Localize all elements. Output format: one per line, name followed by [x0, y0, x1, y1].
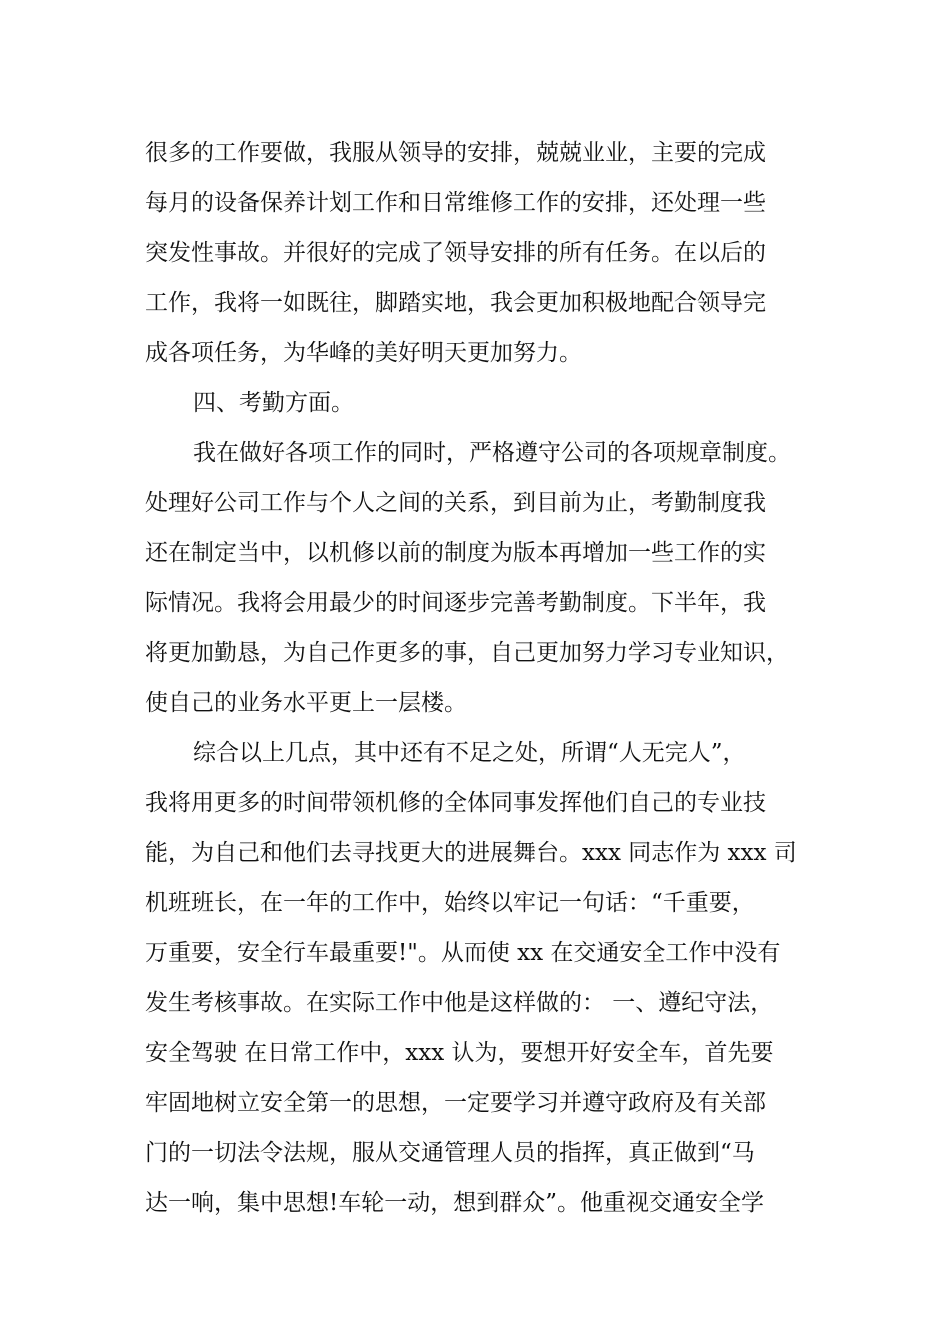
text-line: 万重要，安全行车最重要!"。从而使 xx 在交通安全工作中没有	[145, 940, 781, 966]
text-line: 际情况。我将会用最少的时间逐步完善考勤制度。下半年，我	[145, 590, 766, 616]
text-line: 我将用更多的时间带领机修的全体同事发挥他们自己的专业技	[145, 790, 766, 816]
text-line: 成各项任务，为华峰的美好明天更加努力。	[145, 340, 582, 366]
text-line: 每月的设备保养计划工作和日常维修工作的安排，还处理一些	[145, 190, 766, 216]
paragraph-start: 综合以上几点，其中还有不足之处，所谓“人无完人”，	[193, 740, 746, 766]
paragraph-start: 我在做好各项工作的同时，严格遵守公司的各项规章制度。	[193, 440, 791, 466]
text-line: 机班班长，在一年的工作中，始终以牢记一句话：“千重要，	[145, 890, 755, 916]
text-line: 使自己的业务水平更上一层楼。	[145, 690, 467, 716]
text-line: 工作，我将一如既往，脚踏实地，我会更加积极地配合领导完	[145, 290, 766, 316]
text-line: 很多的工作要做，我服从领导的安排，兢兢业业，主要的完成	[145, 140, 766, 166]
text-line: 能，为自己和他们去寻找更大的进展舞台。xxx 同志作为 xxx 司	[145, 840, 797, 866]
text-line: 将更加勤恳，为自己作更多的事，自己更加努力学习专业知识，	[145, 640, 789, 666]
text-line: 门的一切法令法规，服从交通管理人员的指挥，真正做到“马	[145, 1140, 755, 1166]
text-line: 安全驾驶 在日常工作中，xxx 认为，要想开好安全车，首先要	[145, 1040, 774, 1066]
text-line: 达一响，集中思想!车轮一动，想到群众”。他重视交通安全学	[145, 1190, 765, 1216]
section-heading: 四、考勤方面。	[193, 390, 354, 416]
text-line: 处理好公司工作与个人之间的关系，到目前为止，考勤制度我	[145, 490, 766, 516]
text-line: 还在制定当中，以机修以前的制度为版本再增加一些工作的实	[145, 540, 766, 566]
text-line: 牢固地树立安全第一的思想，一定要学习并遵守政府及有关部	[145, 1090, 766, 1116]
text-line: 发生考核事故。在实际工作中他是这样做的： 一、遵纪守法，	[145, 990, 774, 1016]
body-text	[145, 128, 825, 1228]
text-line: 突发性事故。并很好的完成了领导安排的所有任务。在以后的	[145, 240, 766, 266]
